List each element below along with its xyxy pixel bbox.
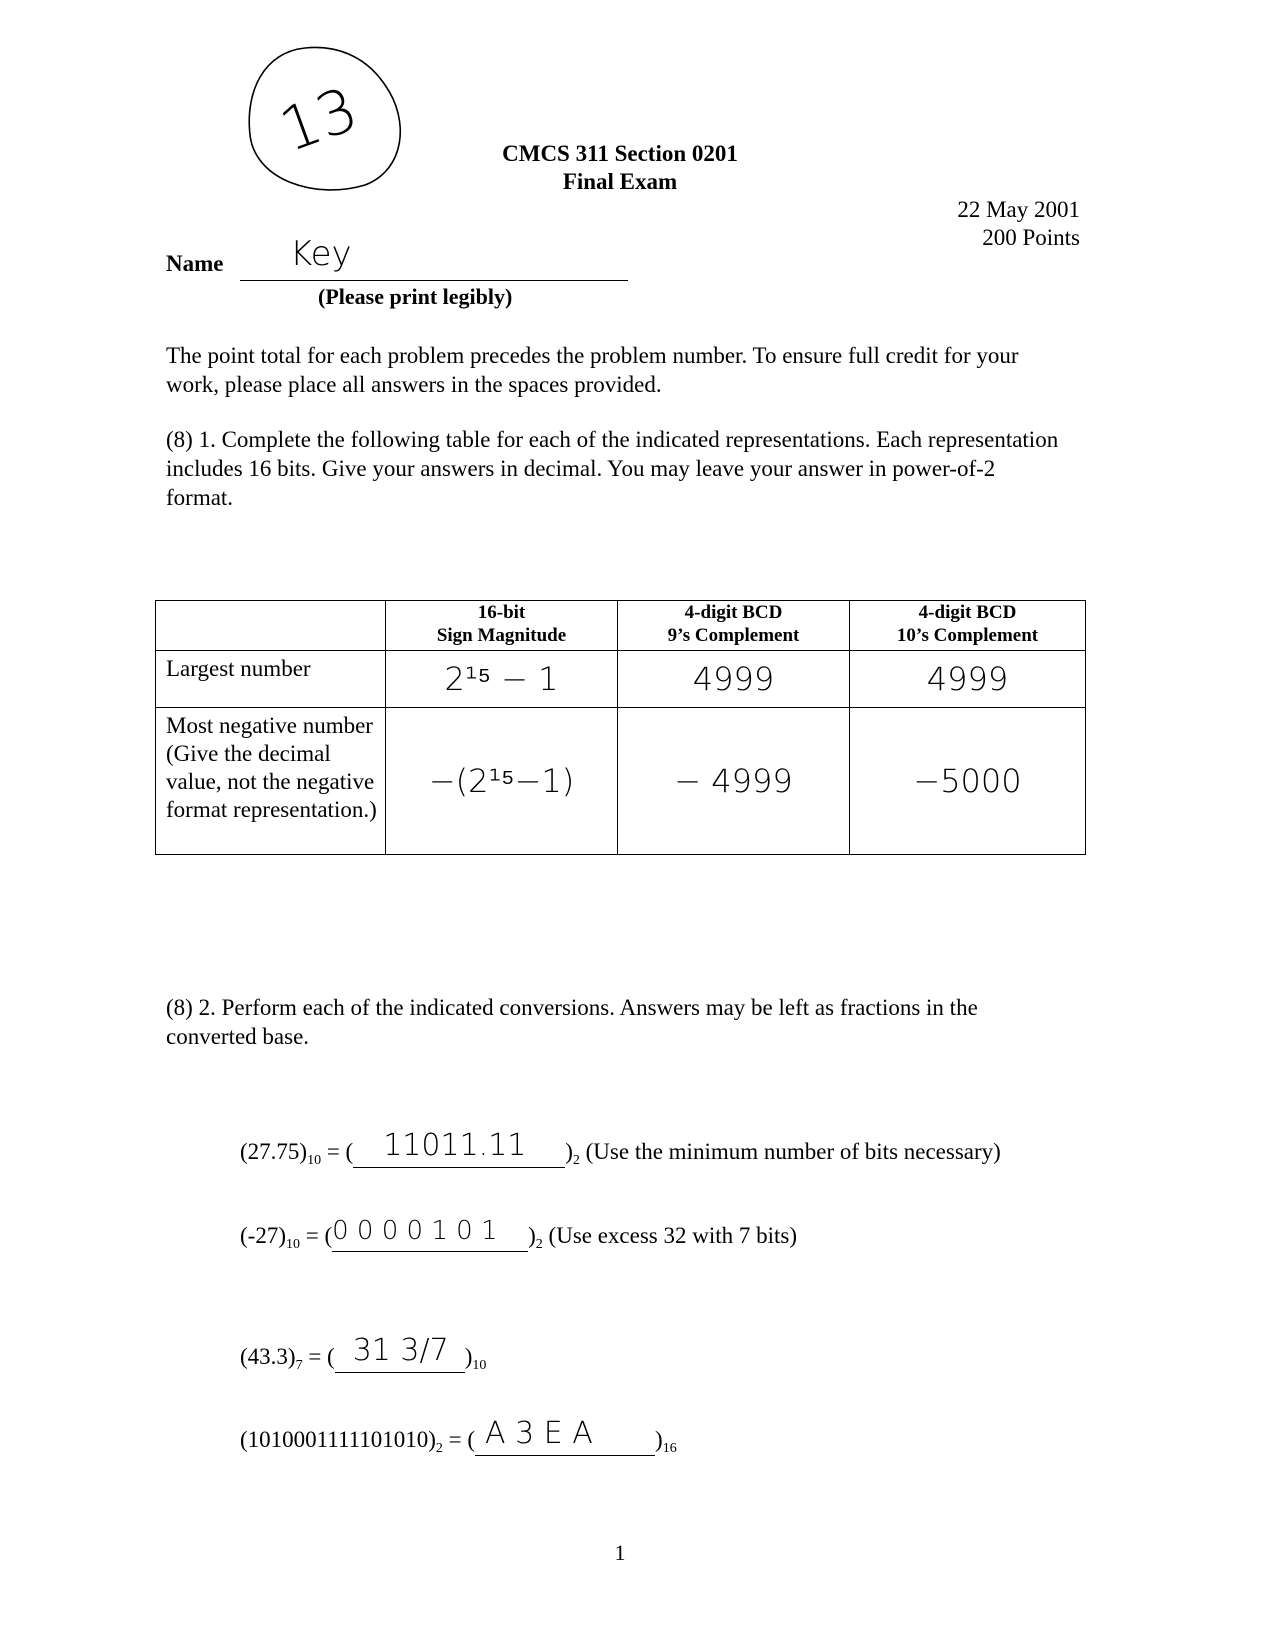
representation-table	[155, 600, 1086, 855]
page-number: 1	[614, 1540, 626, 1565]
answer-blank[interactable]: 0 0 0 0 1 0 1	[332, 1220, 528, 1252]
table-header-bcd-10s: 4-digit BCD 10’s Complement	[850, 601, 1086, 651]
table-row	[156, 651, 1086, 708]
answer-cell[interactable]: − 4999	[618, 708, 850, 855]
instructions: The point total for each problem precedes the problem number. To ensure full credit for your work, please place all answers in the spaces provided.	[166, 343, 1019, 397]
table-row	[156, 708, 1086, 855]
name-note: (Please print legibly)	[318, 284, 513, 309]
answer-cell[interactable]: 4999	[850, 651, 1086, 708]
answer-cell[interactable]: −(2¹⁵−1)	[386, 708, 618, 855]
row-label: Largest number	[156, 651, 386, 708]
exam-points: 200 Points	[982, 225, 1080, 250]
conversion-item: $(43.3)_7$ = ( 31 3/7 )$_{10}$	[240, 1333, 487, 1373]
answer-blank[interactable]: A 3 E A	[475, 1423, 655, 1456]
name-value: Key	[290, 234, 352, 274]
exam-date: 22 May 2001	[957, 197, 1080, 222]
table-header-row	[156, 601, 1086, 651]
table-header-bcd-9s: 4-digit BCD 9’s Complement	[618, 601, 850, 651]
answer-cell[interactable]: 2¹⁵ − 1	[386, 651, 618, 708]
conversion-item: $(-27)_{10} = (0$ 0 0 0 1 0 1 )$_2$ (Use excess 32 with 7 bits)	[240, 1216, 798, 1252]
answer-blank[interactable]: 31 3/7	[335, 1340, 465, 1373]
answer-cell[interactable]: −5000	[850, 708, 1086, 855]
conversion-item: $(1010001111101010)_2$ = ( A 3 E A )$_{16}$	[240, 1416, 677, 1456]
name-label: Name	[166, 251, 224, 276]
course-title: CMCS 311 Section 0201	[502, 141, 738, 166]
table-header-empty	[156, 601, 386, 651]
answer-cell[interactable]: 4999	[618, 651, 850, 708]
row-label: Most negative number (Give the decimal value, not the negative format representation.)	[156, 708, 386, 855]
exam-title: Final Exam	[562, 169, 678, 194]
table-header-sign-magnitude: 16-bit Sign Magnitude	[386, 601, 618, 651]
name-field[interactable]	[240, 280, 628, 281]
conversion-item: $(27.75)_{10}$ = ( 11011.11 )$_2$ (Use the minimum number of bits necessary)	[240, 1128, 1001, 1168]
question-2-prompt: (8) 2. Perform each of the indicated conversions. Answers may be left as fractions in the converted base.	[166, 995, 978, 1049]
grade-score: 13	[271, 74, 367, 167]
answer-blank[interactable]: 11011.11	[353, 1135, 565, 1168]
question-1-prompt: (8) 1. Complete the following table for each of the indicated representations. Each representation includes 16 bits. Give your answers in decimal. You may leave your answer in power-of-2 format.	[166, 427, 1059, 510]
